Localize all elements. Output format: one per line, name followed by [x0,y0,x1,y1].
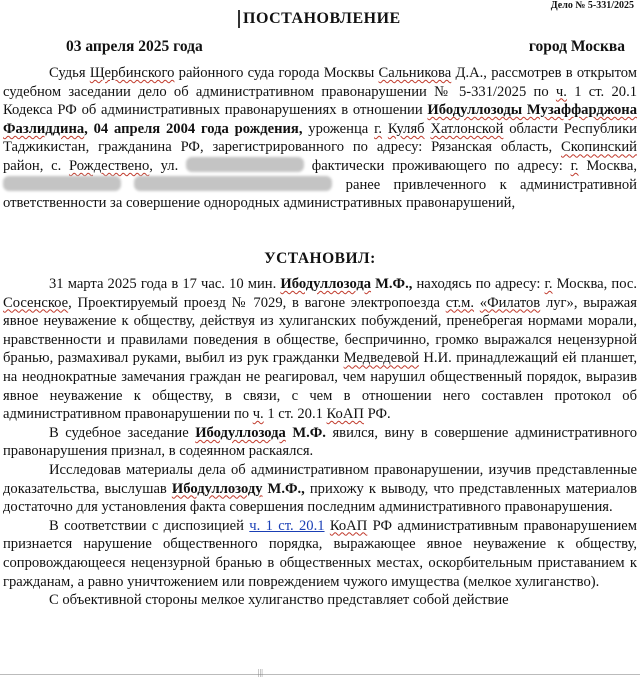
defendant-initials: М.Ф., [371,276,413,292]
body-text: , Проектируемый проезд № 7029, в вагоне электропоезда [68,294,446,311]
established-heading: УСТАНОВИЛ: [264,250,376,267]
body-text: С объективной стороны мелкое хулиганство представляет собой действие [49,592,509,609]
defendant-initials: М.Ф. [285,424,326,441]
intro-text: , ул. [149,157,186,174]
body-text: прихожу к выводу, что представленных материалов достаточно для установления факта совершения последним административного правонарушения. [3,480,638,516]
article-link[interactable]: ч. 1 ст. 20.1 [249,517,325,534]
page-bottom-divider [0,674,640,675]
body-text: 1 ст. 20.1 [263,406,327,423]
intro-text: 1 ст. 20.1 Кодекса РФ об административных правонарушениях в отношении [3,83,638,119]
station-abbr: ст.м. [445,294,475,311]
body-text: В судебное заседание [49,424,196,441]
intro-text: Москва, [578,157,637,174]
main-section [3,275,637,610]
body-text: Исследовав материалы дела об административном правонарушении, изучив представленные доказательства, выслушав [3,461,637,497]
intro-paragraph [3,64,637,213]
registration-village: Рождествено [68,157,150,174]
document-title [238,10,401,28]
body-text: В соответствии с диспозицией [49,517,250,534]
body-text: 31 марта 2025 года в 17 час. 10 мин. [49,276,281,292]
defendant-surname: Ибодуллозода [195,424,286,441]
evidence-paragraph [3,461,637,517]
code-abbr: КоАП [326,406,364,423]
body-text: луг», выражая явное неуважение к обществу, действуя из хулиганских побуждений, пренебрегая нормами морали, нравственности и правилами поведения в обществе, беспричинно, громко выражался нецензурной бранью, размахивал руками, выбил из рук гражданки [3,294,637,367]
intro-text: области Республики Таджикистан, гражданина РФ, зарегистрированного по адресу: Рязанская область, [3,120,637,156]
intro-text: ранее привлеченного к административной ответственности за совершение однородных административных правонарушений, [3,176,637,212]
settlement-name: Сосенское [3,294,69,311]
body-text: Н.И. принадлежащий ей планшет, на неоднократные замечания граждан не реагировал, чем нарушил общественный порядок, выразив явное неуважение к обществу, в связи, с чем в отношении него составлен протокол об административном правонарушении по [3,350,637,423]
intro-text: Судья [49,65,90,81]
intro-text: уроженца [302,120,375,137]
body-text: Москва, пос. [552,276,638,292]
defendant-surname: Ибодуллозоду [171,480,263,497]
law-paragraph [3,517,637,591]
body-text: РФ административным правонарушением признается нарушение общественного порядка, выражающее явное неуважение к обществу, сопровождающееся нецензурной бранью в общественных местах, оскорбительным приставанием к гражданам, а равно уничтожением или повреждением чужого имущества (мелкое хулиганство). [3,517,637,590]
city-abbr: г. [544,276,553,292]
court-name-word: Щербинского [89,65,175,81]
document-city: город Москва [528,38,625,55]
date-city-row [66,38,625,56]
objective-side-paragraph [3,591,637,610]
incident-paragraph [3,275,637,424]
document-date: 03 апреля 2025 года [66,38,203,55]
body-text: находясь по адресу: [412,276,545,292]
body-text: явился, вину в совершение административного правонарушения признал, в содеянном раскаялся. [3,424,637,460]
court-session-paragraph [3,424,637,461]
body-text: РФ. [363,406,391,423]
intro-text: Д.А., рассмотрев в открытом судебном заседании дело об административном правонарушении № 5-331/2025 по [3,65,638,100]
article-part-abbr: ч. [555,83,567,100]
station-name: «Филатов [479,294,541,311]
judge-surname: Сальникова [378,65,452,81]
victim-surname: Медведевой [343,350,420,367]
registration-district: Скопинский [561,139,637,156]
scroll-marker: ||| [258,668,263,677]
redacted-address [134,176,332,191]
defendant-surname: Ибодуллозода [280,276,372,292]
defendant-birth-date: , 04 апреля 2004 года рождения, [84,120,303,137]
title-text: ПОСТАНОВЛЕНИЕ [243,10,401,27]
redacted-address [186,157,304,172]
intro-text: районного суда города Москвы [174,65,379,81]
birth-city: Куляб [387,120,425,137]
intro-section [3,64,637,213]
redacted-address [3,176,121,191]
city-abbr: г. [374,120,383,137]
article-part-abbr: ч. [252,406,264,423]
code-abbr: КоАП [329,517,368,534]
city-abbr: г. [570,157,579,174]
birth-region: Хатлонской [430,120,504,137]
defendant-full-name: Ибодуллозоды Музаффарджона Фазлиддина [3,102,637,137]
intro-text: фактически проживающего по адресу: [304,157,571,174]
defendant-initials: М.Ф., [262,480,305,497]
intro-text: район, с. [3,157,69,174]
case-number: Дело № 5-331/2025 [550,0,634,11]
